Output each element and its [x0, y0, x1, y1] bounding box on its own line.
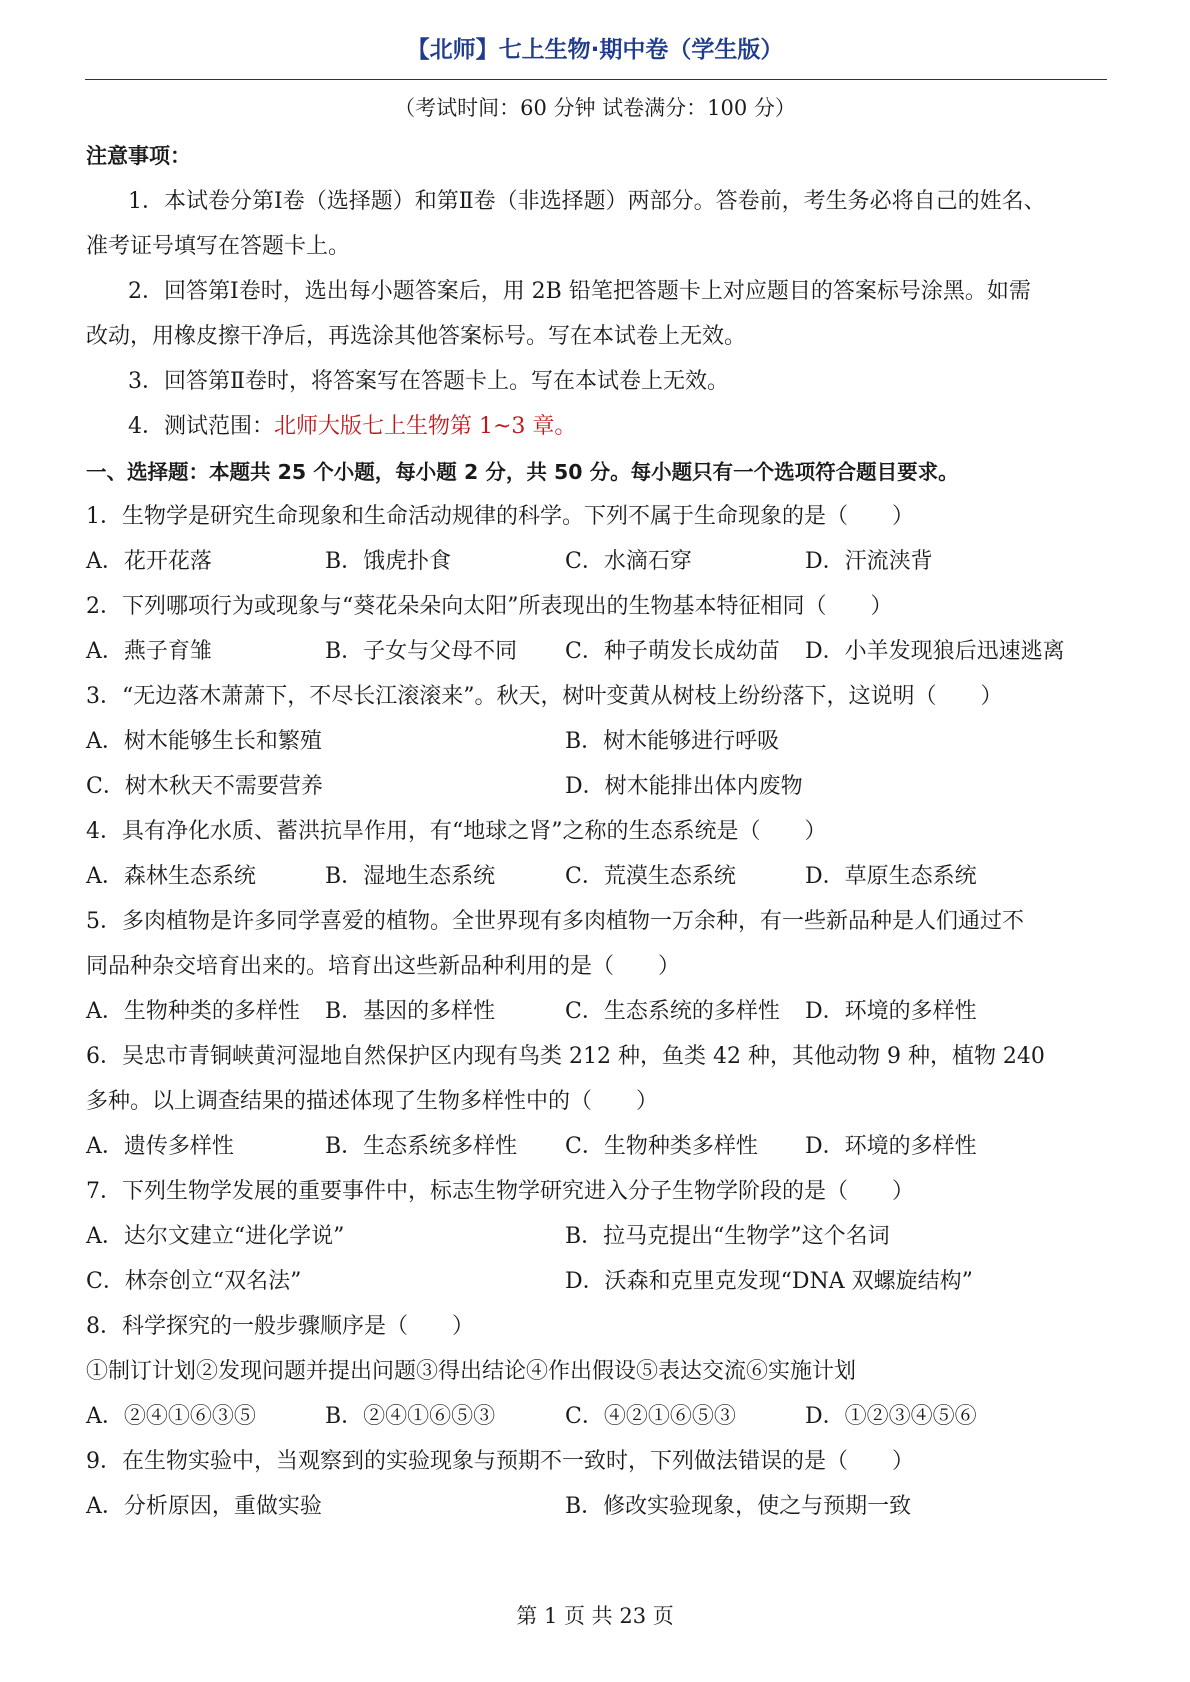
question-3-stem: 3．“无边落木萧萧下，不尽长江滚滚来”。秋天，树叶变黄从树枝上纷纷落下，这说明（ ）: [86, 684, 1003, 709]
question-9-option-b[interactable]: B．修改实验现象，使之与预期一致: [565, 1494, 912, 1519]
question-7-option-a[interactable]: A．达尔文建立“进化学说”: [86, 1224, 345, 1249]
question-6-stem-line-1: 6．吴忠市青铜峡黄河湿地自然保护区内现有鸟类 212 种，鱼类 42 种，其他动物 9 种，植物 240: [86, 1044, 1045, 1069]
question-5-stem-line-2: 同品种杂交培育出来的。培育出这些新品种利用的是（ ）: [86, 954, 681, 979]
page-number: 第 1 页 共 23 页: [516, 1604, 674, 1628]
notice-item-4-scope: 北师大版七上生物第 1~3 章。: [274, 414, 577, 439]
question-8-steps: ①制订计划②发现问题并提出问题③得出结论④作出假设⑤表达交流⑥实施计划: [86, 1359, 857, 1384]
question-3-option-d[interactable]: D．树木能排出体内废物: [565, 774, 803, 799]
question-4-option-c[interactable]: C．荒漠生态系统: [565, 864, 736, 889]
question-7-option-b[interactable]: B．拉马克提出“生物学”这个名词: [565, 1224, 890, 1249]
question-6-option-d[interactable]: D．环境的多样性: [805, 1134, 977, 1159]
question-6-stem-line-2: 多种。以上调查结果的描述体现了生物多样性中的（ ）: [86, 1089, 659, 1114]
question-8-option-b[interactable]: B．②④①⑥⑤③: [325, 1404, 496, 1429]
notice-item-3: 3．回答第Ⅱ卷时，将答案写在答题卡上。写在本试卷上无效。: [128, 369, 729, 394]
notice-heading: 注意事项：: [86, 144, 191, 168]
notice-item-4-prefix: 4．测试范围：: [128, 414, 274, 439]
question-2-stem: 2．下列哪项行为或现象与“葵花朵朵向太阳”所表现出的生物基本特征相同（ ）: [86, 594, 893, 619]
question-8-stem: 8．科学探究的一般步骤顺序是（ ）: [86, 1314, 474, 1339]
question-1-stem: 1．生物学是研究生命现象和生命活动规律的科学。下列不属于生命现象的是（ ）: [86, 504, 914, 529]
section-heading: 一、选择题：本题共 25 个小题，每小题 2 分，共 50 分。每小题只有一个选项符合题目要求。: [86, 460, 959, 484]
notice-item-1-line-1: 1．本试卷分第Ⅰ卷（选择题）和第Ⅱ卷（非选择题）两部分。答卷前，考生务必将自己的姓名、: [128, 189, 1046, 214]
question-4-option-d[interactable]: D．草原生态系统: [805, 864, 977, 889]
question-3-option-c[interactable]: C．树木秋天不需要营养: [86, 774, 323, 799]
question-6-option-b[interactable]: B．生态系统多样性: [325, 1134, 518, 1159]
question-7-option-d[interactable]: D．沃森和克里克发现“DNA 双螺旋结构”: [565, 1269, 973, 1294]
question-1-option-d[interactable]: D．汗流浃背: [805, 549, 933, 574]
question-7-option-c[interactable]: C．林奈创立“双名法”: [86, 1269, 302, 1294]
notice-item-1-line-2: 准考证号填写在答题卡上。: [86, 234, 351, 259]
question-4-option-a[interactable]: A．森林生态系统: [86, 864, 256, 889]
notice-item-2-line-2: 改动，用橡皮擦干净后，再选涂其他答案标号。写在本试卷上无效。: [86, 324, 747, 349]
question-5-option-c[interactable]: C．生态系统的多样性: [565, 999, 780, 1024]
question-5-stem-line-1: 5．多肉植物是许多同学喜爱的植物。全世界现有多肉植物一万余种，有一些新品种是人们通过不: [86, 909, 1025, 934]
question-9-option-a[interactable]: A．分析原因，重做实验: [86, 1494, 322, 1519]
question-6-option-a[interactable]: A．遗传多样性: [86, 1134, 234, 1159]
question-2-option-b[interactable]: B．子女与父母不同: [325, 639, 518, 664]
question-4-option-b[interactable]: B．湿地生态系统: [325, 864, 496, 889]
question-8-option-a[interactable]: A．②④①⑥③⑤: [86, 1404, 256, 1429]
question-7-stem: 7．下列生物学发展的重要事件中，标志生物学研究进入分子生物学阶段的是（ ）: [86, 1179, 914, 1204]
question-9-stem: 9．在生物实验中，当观察到的实验现象与预期不一致时，下列做法错误的是（ ）: [86, 1449, 914, 1474]
notice-item-4: [128, 411, 576, 443]
question-2-option-a[interactable]: A．燕子育雏: [86, 639, 212, 664]
question-5-option-d[interactable]: D．环境的多样性: [805, 999, 977, 1024]
question-3-option-b[interactable]: B．树木能够进行呼吸: [565, 729, 780, 754]
question-5-option-b[interactable]: B．基因的多样性: [325, 999, 496, 1024]
question-6-option-c[interactable]: C．生物种类多样性: [565, 1134, 758, 1159]
question-8-option-c[interactable]: C．④②①⑥⑤③: [565, 1404, 736, 1429]
question-8-option-d[interactable]: D．①②③④⑤⑥: [805, 1404, 977, 1429]
question-1-option-a[interactable]: A．花开花落: [86, 549, 212, 574]
question-4-stem: 4．具有净化水质、蓄洪抗旱作用，有“地球之肾”之称的生态系统是（ ）: [86, 819, 827, 844]
question-5-option-a[interactable]: A．生物种类的多样性: [86, 999, 300, 1024]
notice-item-2-line-1: 2．回答第Ⅰ卷时，选出每小题答案后，用 2B 铅笔把答题卡上对应题目的答案标号涂黑。如需: [128, 279, 1031, 304]
exam-info: （考试时间：60 分钟 试卷满分：100 分）: [394, 96, 796, 120]
question-2-option-c[interactable]: C．种子萌发长成幼苗: [565, 639, 780, 664]
question-1-option-c[interactable]: C．水滴石穿: [565, 549, 692, 574]
question-3-option-a[interactable]: A．树木能够生长和繁殖: [86, 729, 322, 754]
question-1-option-b[interactable]: B．饿虎扑食: [325, 549, 452, 574]
page-header-title: 【北师】七上生物·期中卷（学生版）: [406, 37, 784, 63]
question-2-option-d[interactable]: D．小羊发现狼后迅速逃离: [805, 639, 1065, 664]
header-divider: [85, 79, 1107, 80]
